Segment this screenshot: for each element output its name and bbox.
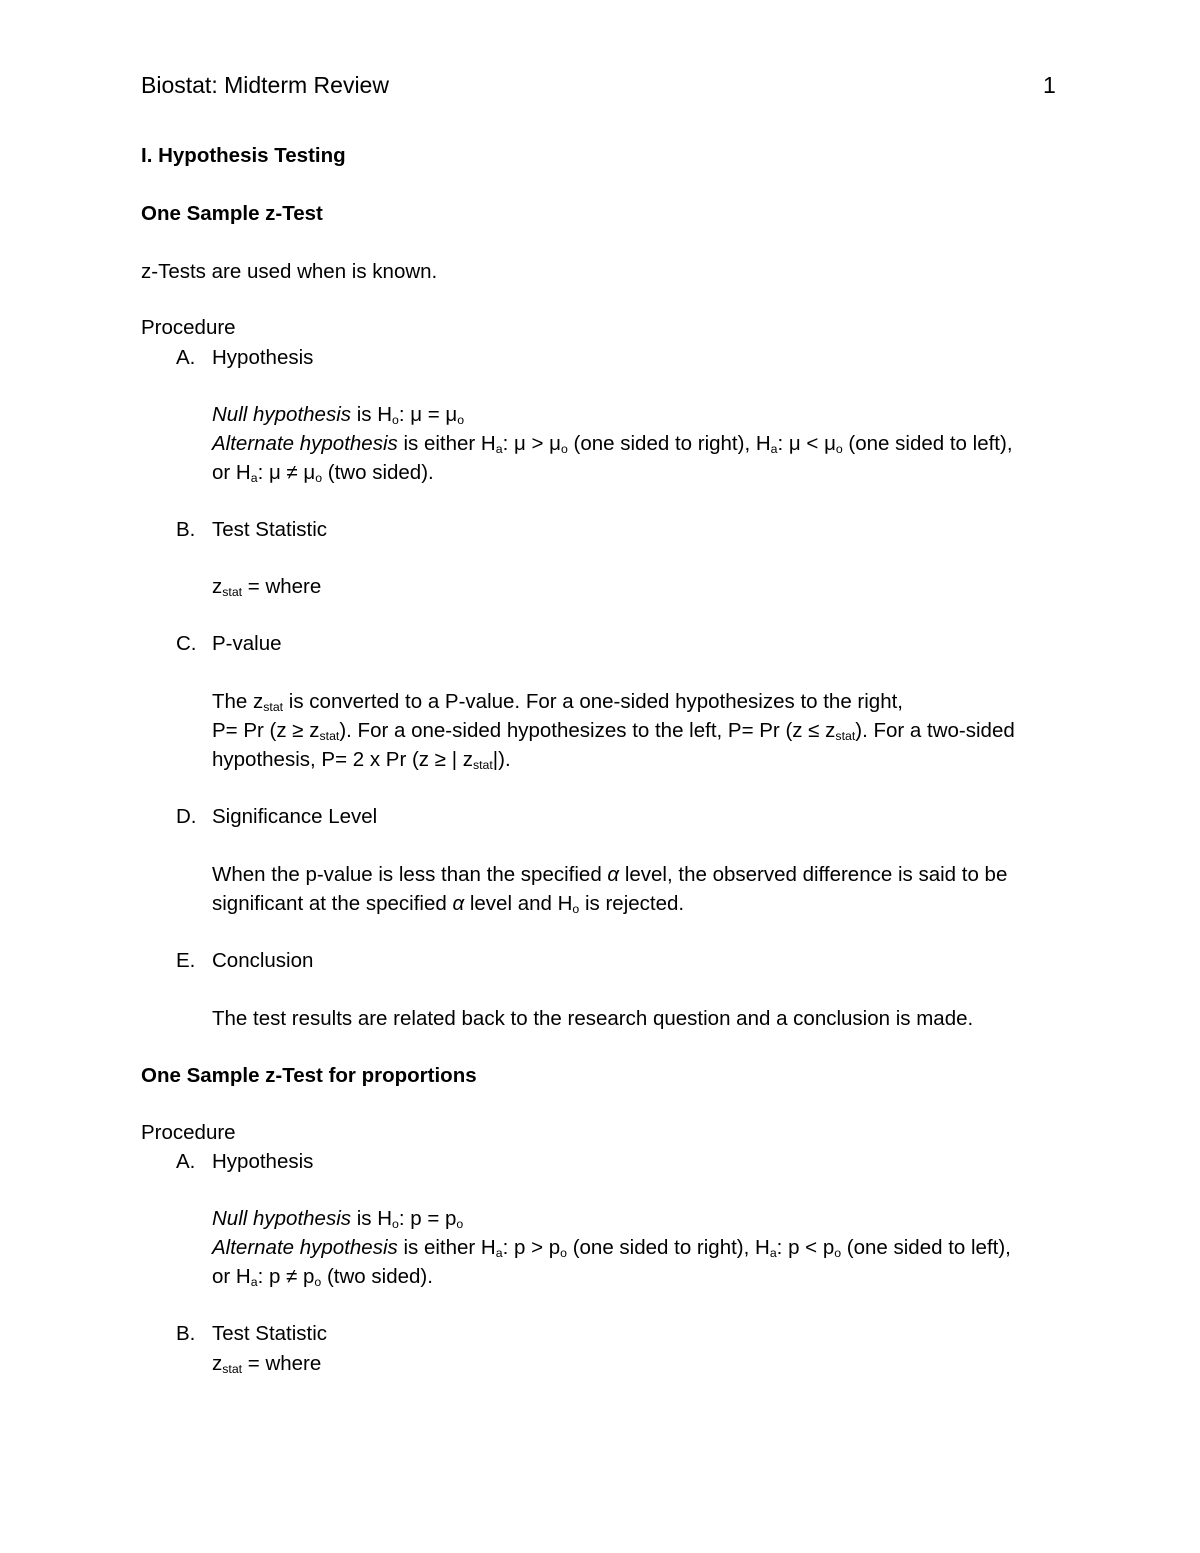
null-hypothesis-line: Null hypothesis is $H_o$: $\mu = \mu_o$ bbox=[212, 403, 465, 428]
page-number: 1 bbox=[1043, 72, 1056, 98]
step-d-heading: D. Significance Level bbox=[176, 805, 378, 828]
subsection-heading: One Sample z-Test bbox=[141, 202, 323, 225]
proportions-alternate-hypothesis-line-2: or $H_a$: $p \ne p_o$ (two sided). bbox=[212, 1265, 433, 1290]
p-value-line-3: hypothesis, P= 2 x Pr (z ≥ | $z_{stat}|$). bbox=[212, 748, 511, 773]
proportions-null-hypothesis-line: Null hypothesis is $H_o$: $p = p_o$ bbox=[212, 1207, 464, 1232]
intro-text: z-Tests are used when is known. bbox=[141, 260, 438, 283]
page-header-title: Biostat: Midterm Review bbox=[141, 72, 389, 98]
step-e-heading: E. Conclusion bbox=[176, 949, 314, 972]
step-label: A. bbox=[176, 346, 196, 369]
proportions-step-a-heading: A. Hypothesis bbox=[176, 1150, 314, 1173]
significance-line-1: When the p-value is less than the specified α level, the observed difference is said to be bbox=[212, 863, 1008, 886]
step-c-heading: C. P-value bbox=[176, 632, 282, 655]
conclusion-text: The test results are related back to the research question and a conclusion is made. bbox=[212, 1007, 974, 1030]
step-b-heading: B. Test Statistic bbox=[176, 518, 328, 541]
significance-line-2: significant at the specified α level and $H_o$ is rejected. bbox=[212, 892, 685, 917]
p-value-line-2: P= Pr $(z \ge z_{stat})$. For a one-sided hypothesizes to the left, P= Pr $(z \le z_{stat})$. For a two-sided bbox=[212, 719, 1015, 744]
alternate-hypothesis-line-2: or $H_a$: $\mu \ne \mu_o$ (two sided). bbox=[212, 461, 434, 486]
section-heading: I. Hypothesis Testing bbox=[141, 144, 346, 167]
proportions-test-statistic-formula: $z_{stat}$ = where bbox=[212, 1352, 322, 1377]
proportions-alternate-hypothesis-line: Alternate hypothesis is either $H_a$: $p > p_o$ (one sided to right), $H_a$: $p < p_o$ (one sided to left), bbox=[212, 1236, 1011, 1261]
step-title: Hypothesis bbox=[212, 346, 314, 369]
alternate-hypothesis-line: Alternate hypothesis is either $H_a$: $\mu > \mu_o$ (one sided to right), $H_a$: $\mu < \mu_o$ (one sided to left), bbox=[212, 432, 1013, 457]
proportions-step-b-heading: B. Test Statistic bbox=[176, 1322, 328, 1345]
test-statistic-formula: $z_{stat}$ = where bbox=[212, 575, 322, 600]
step-a-heading bbox=[176, 348, 313, 369]
subsection-heading-proportions: One Sample z-Test for proportions bbox=[141, 1064, 477, 1087]
procedure-label-proportions: Procedure bbox=[141, 1121, 236, 1144]
p-value-line-1: The $z_{stat}$ is converted to a P-value. For a one-sided hypothesizes to the right, bbox=[212, 690, 904, 715]
procedure-label: Procedure bbox=[141, 316, 236, 339]
